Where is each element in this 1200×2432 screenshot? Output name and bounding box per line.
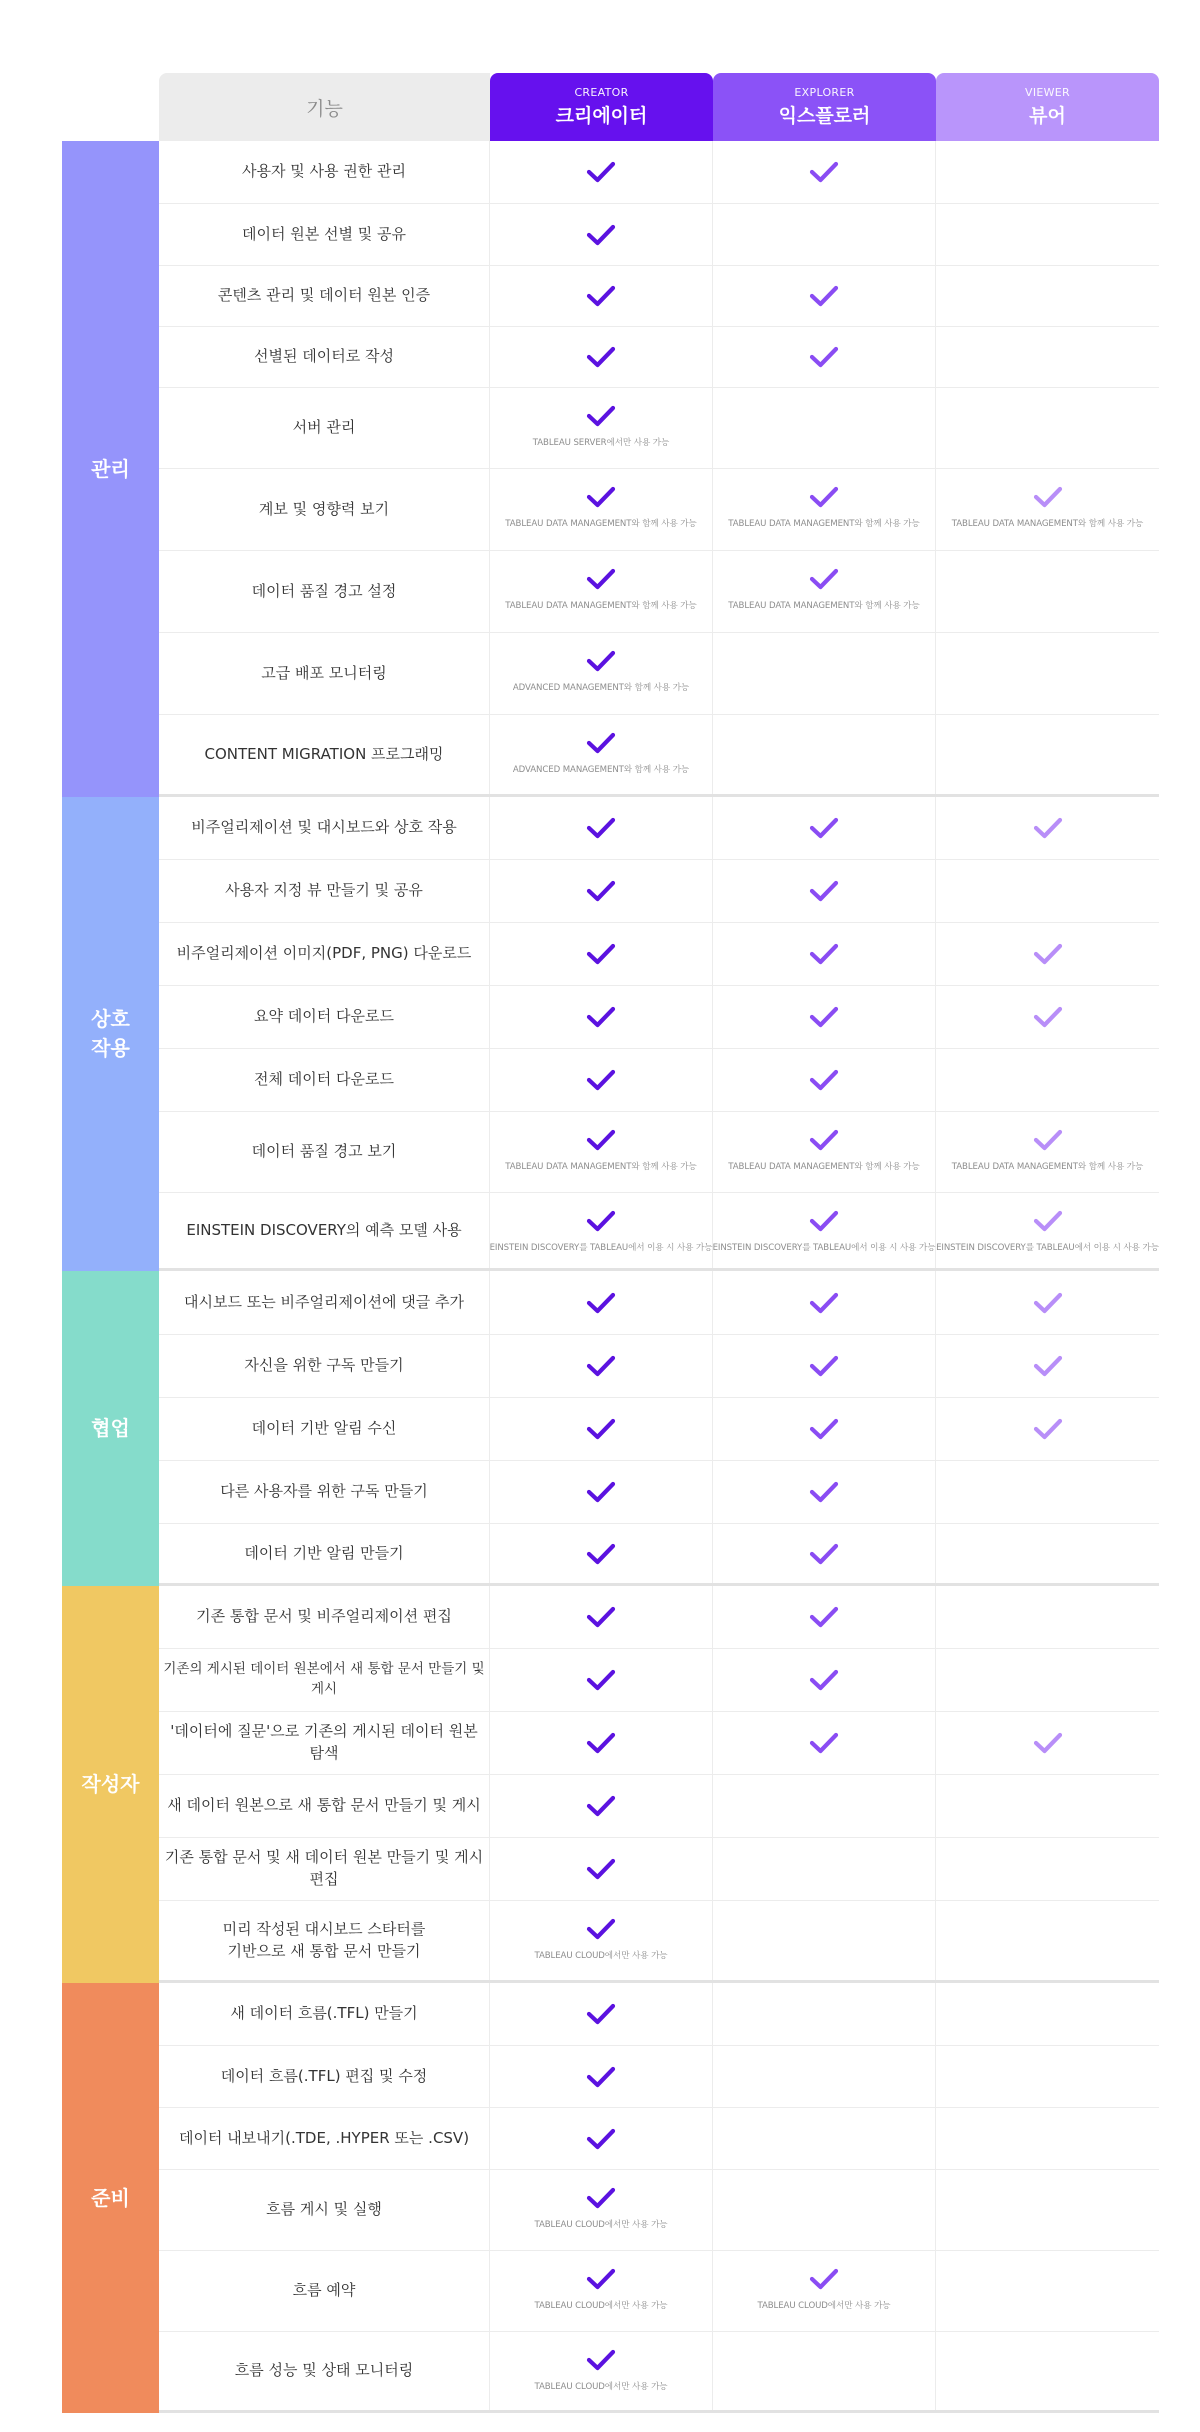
viewer-cell — [936, 2251, 1159, 2331]
check-icon — [809, 1069, 839, 1091]
viewer-column-header — [936, 73, 1159, 141]
check-icon — [586, 346, 616, 368]
feature-name: CONTENT MIGRATION 프로그래밍 — [159, 715, 490, 794]
creator-cell — [490, 860, 713, 922]
check-icon — [809, 1210, 839, 1232]
creator-cell — [490, 2046, 713, 2107]
check-icon — [1033, 1355, 1063, 1377]
creator-cell — [490, 1838, 713, 1900]
viewer-cell — [936, 551, 1159, 632]
feature-name: 새 데이터 원본으로 새 통합 문서 만들기 및 게시 — [159, 1775, 490, 1837]
creator-cell — [490, 551, 713, 632]
table-row — [159, 1049, 1159, 1112]
check-icon — [586, 285, 616, 307]
check-icon — [1033, 1418, 1063, 1440]
creator-cell — [490, 2170, 713, 2250]
check-icon — [1033, 817, 1063, 839]
feature-name: 계보 및 영향력 보기 — [159, 469, 490, 550]
availability-note: ADVANCED MANAGEMENT와 함께 사용 가능 — [512, 683, 690, 693]
explorer-cell — [713, 1461, 936, 1523]
creator-cell — [490, 1398, 713, 1460]
table-row — [159, 986, 1159, 1049]
explorer-cell — [713, 797, 936, 859]
explorer-cell — [713, 1838, 936, 1900]
table-row — [159, 1983, 1159, 2046]
viewer-cell — [936, 1335, 1159, 1397]
viewer-cell — [936, 1712, 1159, 1774]
viewer-cell — [936, 715, 1159, 794]
viewer-cell — [936, 2170, 1159, 2250]
table-row — [159, 1649, 1159, 1712]
creator-en-label: CREATOR — [574, 86, 629, 99]
check-icon — [586, 1355, 616, 1377]
check-icon — [586, 1858, 616, 1880]
table-row — [159, 2332, 1159, 2413]
explorer-cell — [713, 1398, 936, 1460]
table-row — [159, 1838, 1159, 1901]
table-row — [159, 2251, 1159, 2332]
creator-cell — [490, 388, 713, 468]
creator-cell — [490, 266, 713, 326]
explorer-cell — [713, 860, 936, 922]
table-row — [159, 2046, 1159, 2108]
explorer-cell — [713, 266, 936, 326]
check-icon — [586, 2003, 616, 2025]
feature-name: 흐름 게시 및 실행 — [159, 2170, 490, 2250]
creator-cell — [490, 1983, 713, 2045]
viewer-cell — [936, 2046, 1159, 2107]
check-icon — [809, 2268, 839, 2290]
viewer-cell — [936, 1775, 1159, 1837]
creator-cell — [490, 141, 713, 203]
table-row — [159, 1193, 1159, 1271]
availability-note: EINSTEIN DISCOVERY를 TABLEAU에서 이용 시 사용 가능 — [489, 1243, 713, 1253]
table-row — [159, 388, 1159, 469]
creator-cell — [490, 204, 713, 265]
viewer-cell — [936, 1271, 1159, 1334]
explorer-cell — [713, 1524, 936, 1583]
explorer-cell — [713, 633, 936, 714]
check-icon — [1033, 943, 1063, 965]
viewer-cell — [936, 1112, 1159, 1192]
explorer-cell — [713, 1901, 936, 1980]
creator-cell — [490, 1586, 713, 1648]
check-icon — [586, 224, 616, 246]
table-row — [159, 1586, 1159, 1649]
feature-name: 비주얼리제이션 및 대시보드와 상호 작용 — [159, 797, 490, 859]
explorer-cell — [713, 1712, 936, 1774]
creator-cell — [490, 1112, 713, 1192]
viewer-cell — [936, 388, 1159, 468]
check-icon — [586, 1606, 616, 1628]
explorer-cell — [713, 1335, 936, 1397]
creator-cell — [490, 986, 713, 1048]
viewer-cell — [936, 923, 1159, 985]
creator-cell — [490, 327, 713, 387]
feature-name: '데이터에 질문'으로 기존의 게시된 데이터 원본 탐색 — [159, 1712, 490, 1774]
viewer-cell — [936, 797, 1159, 859]
viewer-cell — [936, 1049, 1159, 1111]
availability-note: ADVANCED MANAGEMENT와 함께 사용 가능 — [512, 765, 690, 775]
check-icon — [586, 1006, 616, 1028]
table-row — [159, 1271, 1159, 1335]
explorer-cell — [713, 715, 936, 794]
explorer-cell — [713, 1193, 936, 1268]
check-icon — [586, 732, 616, 754]
table-row — [159, 2108, 1159, 2170]
check-icon — [809, 1606, 839, 1628]
table-row — [159, 2170, 1159, 2251]
availability-note: TABLEAU DATA MANAGEMENT와 함께 사용 가능 — [951, 1162, 1144, 1172]
group-label: 상호 작용 — [62, 797, 159, 1271]
table-row — [159, 1461, 1159, 1524]
check-icon — [809, 1355, 839, 1377]
creator-cell — [490, 1901, 713, 1980]
feature-group — [62, 141, 1162, 797]
check-icon — [586, 2187, 616, 2209]
check-icon — [1033, 1006, 1063, 1028]
availability-note: EINSTEIN DISCOVERY를 TABLEAU에서 이용 시 사용 가능 — [936, 1243, 1159, 1253]
feature-name: 흐름 예약 — [159, 2251, 490, 2331]
check-icon — [809, 1669, 839, 1691]
feature-name: 고급 배포 모니터링 — [159, 633, 490, 714]
creator-cell — [490, 1712, 713, 1774]
feature-name: 콘텐츠 관리 및 데이터 원본 인증 — [159, 266, 490, 326]
feature-name: 서버 관리 — [159, 388, 490, 468]
feature-name: 사용자 지정 뷰 만들기 및 공유 — [159, 860, 490, 922]
check-icon — [586, 943, 616, 965]
table-row — [159, 1398, 1159, 1461]
group-label: 협업 — [62, 1271, 159, 1586]
creator-cell — [490, 1335, 713, 1397]
check-icon — [809, 880, 839, 902]
viewer-cell — [936, 2108, 1159, 2169]
explorer-ko-label: 익스플로러 — [778, 105, 871, 127]
check-icon — [809, 1292, 839, 1314]
feature-name: 데이터 내보내기(.TDE, .HYPER 또는 .CSV) — [159, 2108, 490, 2169]
explorer-cell — [713, 1271, 936, 1334]
viewer-cell — [936, 1461, 1159, 1523]
feature-group — [62, 1586, 1162, 1983]
table-row — [159, 860, 1159, 923]
group-label: 준비 — [62, 1983, 159, 2413]
viewer-cell — [936, 141, 1159, 203]
feature-column-label: 기능 — [306, 97, 343, 120]
feature-name: EINSTEIN DISCOVERY의 예측 모델 사용 — [159, 1193, 490, 1268]
check-icon — [1033, 1292, 1063, 1314]
check-icon — [1033, 1210, 1063, 1232]
feature-group — [62, 797, 1162, 1271]
viewer-cell — [936, 986, 1159, 1048]
availability-note: TABLEAU DATA MANAGEMENT와 함께 사용 가능 — [728, 1162, 920, 1172]
feature-name: 요약 데이터 다운로드 — [159, 986, 490, 1048]
creator-cell — [490, 633, 713, 714]
explorer-cell — [713, 1112, 936, 1192]
check-icon — [586, 1418, 616, 1440]
check-icon — [1033, 486, 1063, 508]
table-body — [62, 141, 1162, 2413]
creator-cell — [490, 1524, 713, 1583]
check-icon — [809, 1732, 839, 1754]
viewer-cell — [936, 1901, 1159, 1980]
creator-cell — [490, 2251, 713, 2331]
check-icon — [586, 1918, 616, 1940]
comparison-table — [62, 73, 1162, 2413]
availability-note: TABLEAU DATA MANAGEMENT와 함께 사용 가능 — [728, 601, 920, 611]
explorer-cell — [713, 2046, 936, 2107]
viewer-cell — [936, 633, 1159, 714]
availability-note: TABLEAU CLOUD에서만 사용 가능 — [534, 2220, 668, 2230]
explorer-cell — [713, 1983, 936, 2045]
check-icon — [809, 1481, 839, 1503]
check-icon — [1033, 1732, 1063, 1754]
feature-name: 흐름 성능 및 상태 모니터링 — [159, 2332, 490, 2410]
feature-name: 데이터 품질 경고 보기 — [159, 1112, 490, 1192]
viewer-cell — [936, 469, 1159, 550]
creator-cell — [490, 2332, 713, 2410]
table-row — [159, 923, 1159, 986]
availability-note: TABLEAU CLOUD에서만 사용 가능 — [534, 2301, 668, 2311]
check-icon — [586, 1210, 616, 1232]
check-icon — [586, 486, 616, 508]
viewer-cell — [936, 266, 1159, 326]
group-label: 작성자 — [62, 1586, 159, 1983]
check-icon — [809, 346, 839, 368]
feature-name: 자신을 위한 구독 만들기 — [159, 1335, 490, 1397]
explorer-cell — [713, 1049, 936, 1111]
creator-cell — [490, 469, 713, 550]
explorer-cell — [713, 986, 936, 1048]
group-label: 관리 — [62, 141, 159, 797]
check-icon — [809, 568, 839, 590]
table-row — [159, 1524, 1159, 1586]
check-icon — [809, 1006, 839, 1028]
feature-name: 새 데이터 흐름(.TFL) 만들기 — [159, 1983, 490, 2045]
feature-name: 데이터 흐름(.TFL) 편집 및 수정 — [159, 2046, 490, 2107]
check-icon — [586, 1069, 616, 1091]
creator-cell — [490, 2108, 713, 2169]
feature-name: 선별된 데이터로 작성 — [159, 327, 490, 387]
creator-cell — [490, 1775, 713, 1837]
creator-cell — [490, 1649, 713, 1711]
viewer-cell — [936, 204, 1159, 265]
check-icon — [809, 161, 839, 183]
creator-cell — [490, 1193, 713, 1268]
table-row — [159, 266, 1159, 327]
check-icon — [809, 285, 839, 307]
feature-name: 대시보드 또는 비주얼리제이션에 댓글 추가 — [159, 1271, 490, 1334]
availability-note: TABLEAU DATA MANAGEMENT와 함께 사용 가능 — [505, 601, 697, 611]
table-row — [159, 1901, 1159, 1983]
check-icon — [809, 1129, 839, 1151]
explorer-cell — [713, 551, 936, 632]
explorer-cell — [713, 204, 936, 265]
check-icon — [809, 817, 839, 839]
explorer-cell — [713, 388, 936, 468]
check-icon — [586, 405, 616, 427]
availability-note: EINSTEIN DISCOVERY를 TABLEAU에서 이용 시 사용 가능 — [712, 1243, 936, 1253]
check-icon — [586, 817, 616, 839]
explorer-cell — [713, 2332, 936, 2410]
table-row — [159, 327, 1159, 388]
viewer-cell — [936, 327, 1159, 387]
explorer-cell — [713, 2170, 936, 2250]
check-icon — [586, 880, 616, 902]
explorer-cell — [713, 923, 936, 985]
feature-name: 다른 사용자를 위한 구독 만들기 — [159, 1461, 490, 1523]
viewer-en-label: VIEWER — [1025, 86, 1070, 99]
availability-note: TABLEAU CLOUD에서만 사용 가능 — [757, 2301, 891, 2311]
check-icon — [586, 1795, 616, 1817]
table-row — [159, 633, 1159, 715]
viewer-cell — [936, 1838, 1159, 1900]
table-row — [159, 1112, 1159, 1193]
feature-name: 데이터 기반 알림 만들기 — [159, 1524, 490, 1583]
table-row — [159, 715, 1159, 797]
check-icon — [586, 1481, 616, 1503]
explorer-cell — [713, 327, 936, 387]
feature-name: 전체 데이터 다운로드 — [159, 1049, 490, 1111]
explorer-cell — [713, 1649, 936, 1711]
table-row — [159, 141, 1159, 204]
availability-note: TABLEAU CLOUD에서만 사용 가능 — [534, 1951, 668, 1961]
feature-name: 기존 통합 문서 및 비주얼리제이션 편집 — [159, 1586, 490, 1648]
table-row — [159, 469, 1159, 551]
creator-cell — [490, 1271, 713, 1334]
creator-column-header — [490, 73, 713, 141]
check-icon — [586, 2066, 616, 2088]
creator-cell — [490, 1049, 713, 1111]
check-icon — [586, 1732, 616, 1754]
creator-cell — [490, 923, 713, 985]
explorer-cell — [713, 2251, 936, 2331]
check-icon — [586, 2128, 616, 2150]
viewer-ko-label: 뷰어 — [1029, 105, 1066, 127]
check-icon — [586, 568, 616, 590]
check-icon — [586, 1292, 616, 1314]
check-icon — [586, 1129, 616, 1151]
feature-name: 데이터 기반 알림 수신 — [159, 1398, 490, 1460]
viewer-cell — [936, 2332, 1159, 2410]
table-row — [159, 797, 1159, 860]
viewer-cell — [936, 1586, 1159, 1648]
table-row — [159, 1335, 1159, 1398]
table-row — [159, 551, 1159, 633]
availability-note: TABLEAU DATA MANAGEMENT와 함께 사용 가능 — [505, 519, 697, 529]
creator-cell — [490, 797, 713, 859]
feature-name: 비주얼리제이션 이미지(PDF, PNG) 다운로드 — [159, 923, 490, 985]
creator-ko-label: 크리에이터 — [555, 105, 648, 127]
creator-cell — [490, 715, 713, 794]
availability-note: TABLEAU SERVER에서만 사용 가능 — [532, 438, 670, 448]
check-icon — [586, 161, 616, 183]
viewer-cell — [936, 1983, 1159, 2045]
viewer-cell — [936, 1524, 1159, 1583]
check-icon — [809, 1418, 839, 1440]
viewer-cell — [936, 1398, 1159, 1460]
check-icon — [809, 1543, 839, 1565]
feature-name: 기존의 게시된 데이터 원본에서 새 통합 문서 만들기 및 게시 — [159, 1649, 490, 1711]
table-row — [159, 1775, 1159, 1838]
explorer-cell — [713, 1586, 936, 1648]
check-icon — [809, 486, 839, 508]
check-icon — [1033, 1129, 1063, 1151]
check-icon — [586, 1669, 616, 1691]
table-row — [159, 1712, 1159, 1775]
availability-note: TABLEAU CLOUD에서만 사용 가능 — [534, 2382, 668, 2392]
explorer-cell — [713, 469, 936, 550]
feature-name: 데이터 원본 선별 및 공유 — [159, 204, 490, 265]
table-header — [62, 73, 1162, 141]
viewer-cell — [936, 1649, 1159, 1711]
feature-column-header — [159, 73, 490, 141]
check-icon — [809, 943, 839, 965]
feature-name: 데이터 품질 경고 설정 — [159, 551, 490, 632]
availability-note: TABLEAU DATA MANAGEMENT와 함께 사용 가능 — [951, 519, 1144, 529]
explorer-column-header — [713, 73, 936, 141]
explorer-cell — [713, 1775, 936, 1837]
feature-name: 사용자 및 사용 권한 관리 — [159, 141, 490, 203]
explorer-cell — [713, 2108, 936, 2169]
check-icon — [586, 2349, 616, 2371]
availability-note: TABLEAU DATA MANAGEMENT와 함께 사용 가능 — [728, 519, 920, 529]
availability-note: TABLEAU DATA MANAGEMENT와 함께 사용 가능 — [505, 1162, 697, 1172]
feature-group — [62, 1271, 1162, 1586]
explorer-cell — [713, 141, 936, 203]
check-icon — [586, 650, 616, 672]
creator-cell — [490, 1461, 713, 1523]
viewer-cell — [936, 860, 1159, 922]
table-row — [159, 204, 1159, 266]
feature-name: 미리 작성된 대시보드 스타터를 기반으로 새 통합 문서 만들기 — [159, 1901, 490, 1980]
feature-group — [62, 1983, 1162, 2413]
explorer-en-label: EXPLORER — [794, 86, 855, 99]
check-icon — [586, 1543, 616, 1565]
feature-name: 기존 통합 문서 및 새 데이터 원본 만들기 및 게시 편집 — [159, 1838, 490, 1900]
check-icon — [586, 2268, 616, 2290]
viewer-cell — [936, 1193, 1159, 1268]
